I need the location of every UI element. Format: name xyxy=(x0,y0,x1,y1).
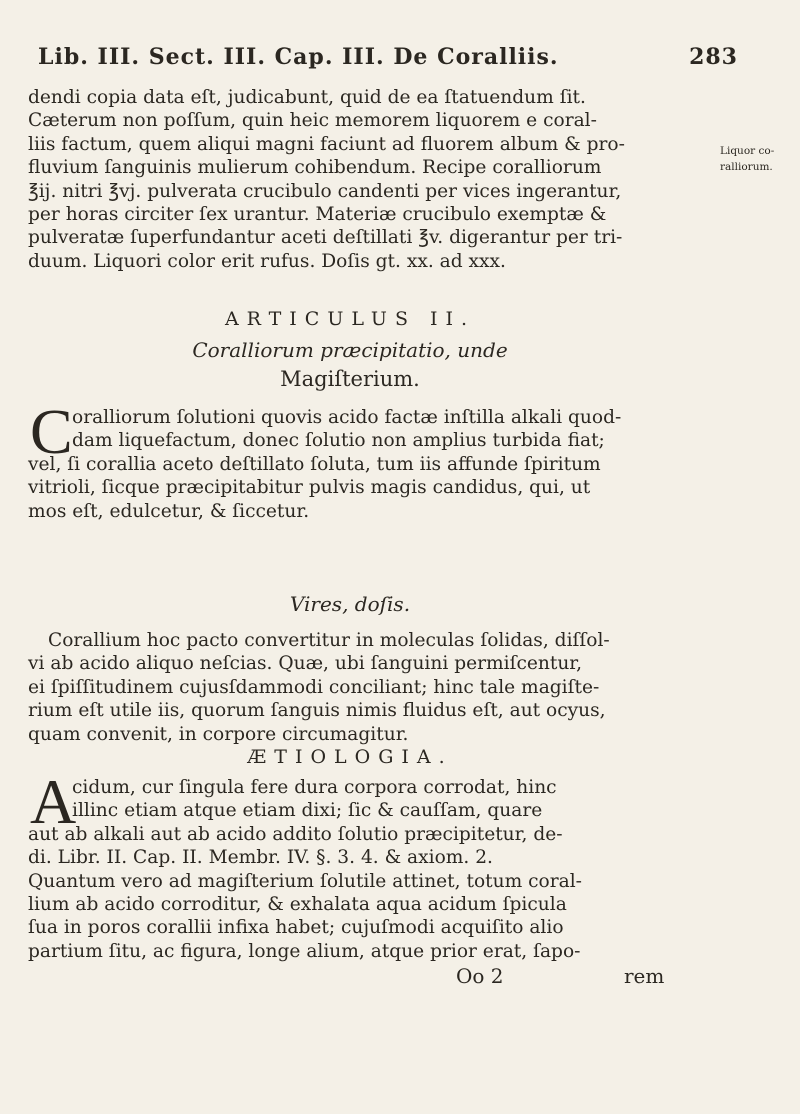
text-line: duum. Liquori color erit rufus. Doſis gt. xx. ad xxx. xyxy=(28,250,506,272)
text-line: Corallium hoc pacto convertitur in moleculas ſolidas, diſſol- xyxy=(48,630,610,651)
text-line: quam convenit, in corpore circumagitur. xyxy=(28,723,409,745)
text-line: pulveratæ ſuperfundantur aceti deſtillati ℥v. digerantur per tri- xyxy=(28,227,623,249)
drop-cap: C xyxy=(30,396,73,467)
text-line: rium eſt utile iis, quorum ſanguis nimis fluidus eſt, aut ocyus, xyxy=(28,700,606,722)
text-line: per horas circiter ſex urantur. Materiæ crucibulo exemptæ & xyxy=(28,203,607,225)
running-head-title: Lib. III. Sect. III. Cap. III. De Coralliis. xyxy=(38,44,559,70)
text-line: vi ab acido aliquo neſcias. Quæ, ubi ſanguini permiſcentur, xyxy=(28,653,583,675)
text-line: ſua in poros corallii infixa habet; cujuſmodi acquiſito alio xyxy=(28,917,564,939)
text-line: partium ſitu, ac figura, longe alium, atque prior erat, ſapo- xyxy=(28,940,581,962)
drop-cap: A xyxy=(30,766,77,837)
text-line: cidum, cur ſingula fere dura corpora corrodat, hinc xyxy=(72,777,557,798)
running-head xyxy=(38,44,738,70)
text-line: ei ſpiſſitudinem cujusſdammodi conciliant; hinc tale magiſte- xyxy=(28,676,600,698)
margin-note-line: Liquor co- xyxy=(720,145,775,157)
paragraph-2-first xyxy=(72,406,672,453)
text-line: fluvium ſanguinis mulierum cohibendum. Recipe coralliorum xyxy=(28,157,602,179)
paragraph-4-first xyxy=(72,776,672,823)
text-line: dendi copia data eſt, judicabunt, quid de ea ſtatuendum ſit. xyxy=(28,87,586,108)
paragraph-1 xyxy=(28,86,668,273)
catchword: rem xyxy=(624,964,665,988)
paragraph-3-rest xyxy=(28,652,668,746)
vires-heading: Vires, doſis. xyxy=(289,592,411,616)
text-line: liis factum, quem aliqui magni faciunt ad fluorem album & pro- xyxy=(28,133,625,155)
text-line: Quantum vero ad magiſterium ſolutile attinet, totum coral- xyxy=(28,870,582,892)
text-line: vel, ſi corallia aceto deſtillato ſoluta, tum iis affunde ſpiritum xyxy=(28,453,601,475)
article-subtitle: Coralliorum præcipitatio, unde xyxy=(192,338,508,362)
text-line: mos eſt, edulcetur, & ſiccetur. xyxy=(28,500,310,522)
signature-mark: Oo 2 xyxy=(456,964,504,988)
page-number: 283 xyxy=(689,44,738,70)
margin-note xyxy=(720,143,798,175)
article-subtitle-2: Magiſterium. xyxy=(280,367,420,391)
aetiologia-heading: ÆTIOLOGIA. xyxy=(247,746,453,768)
paragraph-2-rest xyxy=(28,453,668,523)
text-line: di. Libr. II. Cap. II. Membr. IV. §. 3. 4. & axiom. 2. xyxy=(28,847,493,869)
text-line: lium ab acido corroditur, & exhalata aqua acidum ſpicula xyxy=(28,893,567,915)
paragraph-3-first xyxy=(48,629,688,652)
article-heading: ARTICULUS II. xyxy=(224,308,476,330)
paragraph-4-rest xyxy=(28,823,668,963)
margin-note-line: ralliorum. xyxy=(720,161,773,173)
text-line: oralliorum ſolutioni quovis acido factæ inſtilla alkali quod- xyxy=(72,407,622,428)
text-line: ℥ij. nitri ℥vj. pulverata crucibulo candenti per vices ingerantur, xyxy=(28,180,622,202)
text-line: illinc etiam atque etiam dixi; ſic & cauſſam, quare xyxy=(72,800,543,822)
text-line: Cæterum non poſſum, quin heic memorem liquorem e coral- xyxy=(28,110,597,132)
text-line: aut ab alkali aut ab acido addito ſolutio præcipitetur, de- xyxy=(28,823,563,845)
text-line: dam liquefactum, donec ſolutio non amplius turbida fiat; xyxy=(72,430,605,452)
text-line: vitrioli, ſicque præcipitabitur pulvis magis candidus, qui, ut xyxy=(28,477,591,499)
